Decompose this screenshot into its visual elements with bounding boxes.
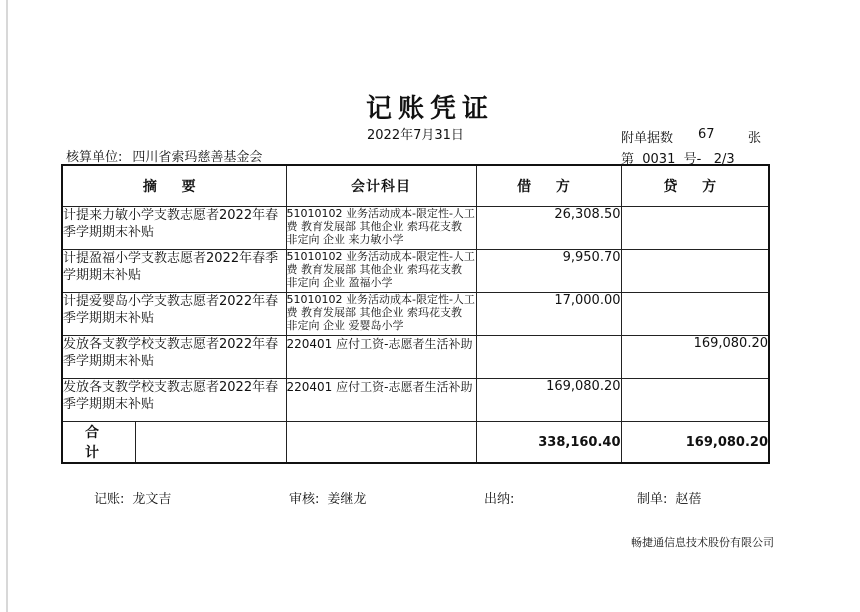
attachments-count: 67	[698, 127, 715, 142]
total-credit: 169,080.20	[621, 422, 769, 464]
row-subject: 51010102 业务活动成本-限定性-人工费 教育发展部 其他企业 索玛花支教 非定向 企业 爱婴岛小学	[286, 293, 476, 336]
preparer-signature	[637, 488, 701, 507]
reviewer-name: 姜继龙	[327, 492, 367, 507]
total-subject-empty	[286, 422, 476, 464]
total-label-text: 合 计	[63, 422, 136, 462]
document-title: 记账凭证	[365, 94, 494, 124]
header-credit: 贷 方	[621, 165, 769, 207]
row-summary: 计提爱婴岛小学支教志愿者2022年春季学期期末补贴	[62, 293, 286, 336]
table-row	[62, 336, 769, 379]
bookkeeper-label: 记账:	[94, 492, 125, 507]
total-debit: 338,160.40	[476, 422, 621, 464]
row-subject: 51010102 业务活动成本-限定性-人工费 教育发展部 其他企业 索玛花支教 非定向 企业 来力敏小学	[286, 207, 476, 250]
total-label	[62, 422, 286, 464]
bookkeeper-name: 龙文吉	[132, 492, 172, 507]
row-summary: 计提来力敏小学支教志愿者2022年春季学期期末补贴	[62, 207, 286, 250]
preparer-name: 赵蓓	[675, 492, 702, 507]
voucher-date: 2022年7月31日	[367, 128, 464, 143]
table-row	[62, 207, 769, 250]
accounting-unit-label: 核算单位:	[66, 150, 123, 165]
attachments-info	[621, 127, 762, 146]
row-subject: 220401 应付工资-志愿者生活补助	[286, 336, 476, 379]
software-company: 畅捷通信息技术股份有限公司	[631, 536, 774, 549]
row-subject: 51010102 业务活动成本-限定性-人工费 教育发展部 其他企业 索玛花支教 非定向 企业 盈福小学	[286, 250, 476, 293]
total-row	[62, 422, 769, 464]
header-subject: 会计科目	[286, 165, 476, 207]
attachments-label: 附单据数	[621, 131, 674, 146]
row-debit	[476, 336, 621, 379]
row-summary: 发放各支教学校支教志愿者2022年春季学期期末补贴	[62, 379, 286, 422]
row-summary: 发放各支教学校支教志愿者2022年春季学期期末补贴	[62, 336, 286, 379]
row-debit: 26,308.50	[476, 207, 621, 250]
preparer-label: 制单:	[637, 492, 668, 507]
cashier-signature	[484, 488, 522, 507]
table-row	[62, 250, 769, 293]
row-summary: 计提盈福小学支教志愿者2022年春季学期期末补贴	[62, 250, 286, 293]
header-summary: 摘 要	[62, 165, 286, 207]
row-credit	[621, 379, 769, 422]
header-debit: 借 方	[476, 165, 621, 207]
cashier-label: 出纳:	[484, 492, 515, 507]
table-row	[62, 293, 769, 336]
voucher-number: 第 0031 号- 2/3	[621, 152, 735, 167]
row-debit: 169,080.20	[476, 379, 621, 422]
accounting-unit	[66, 146, 262, 165]
row-credit	[621, 293, 769, 336]
bookkeeper-signature	[94, 488, 171, 507]
table-header-row	[62, 165, 769, 207]
row-credit	[621, 250, 769, 293]
row-subject: 220401 应付工资-志愿者生活补助	[286, 379, 476, 422]
row-credit: 169,080.20	[621, 336, 769, 379]
reviewer-signature	[289, 488, 366, 507]
row-debit: 9,950.70	[476, 250, 621, 293]
row-debit: 17,000.00	[476, 293, 621, 336]
row-credit	[621, 207, 769, 250]
reviewer-label: 审核:	[289, 492, 320, 507]
attachments-unit: 张	[748, 131, 762, 146]
accounting-unit-value: 四川省索玛慈善基金会	[132, 150, 263, 165]
table-row	[62, 379, 769, 422]
voucher-table	[61, 164, 770, 464]
